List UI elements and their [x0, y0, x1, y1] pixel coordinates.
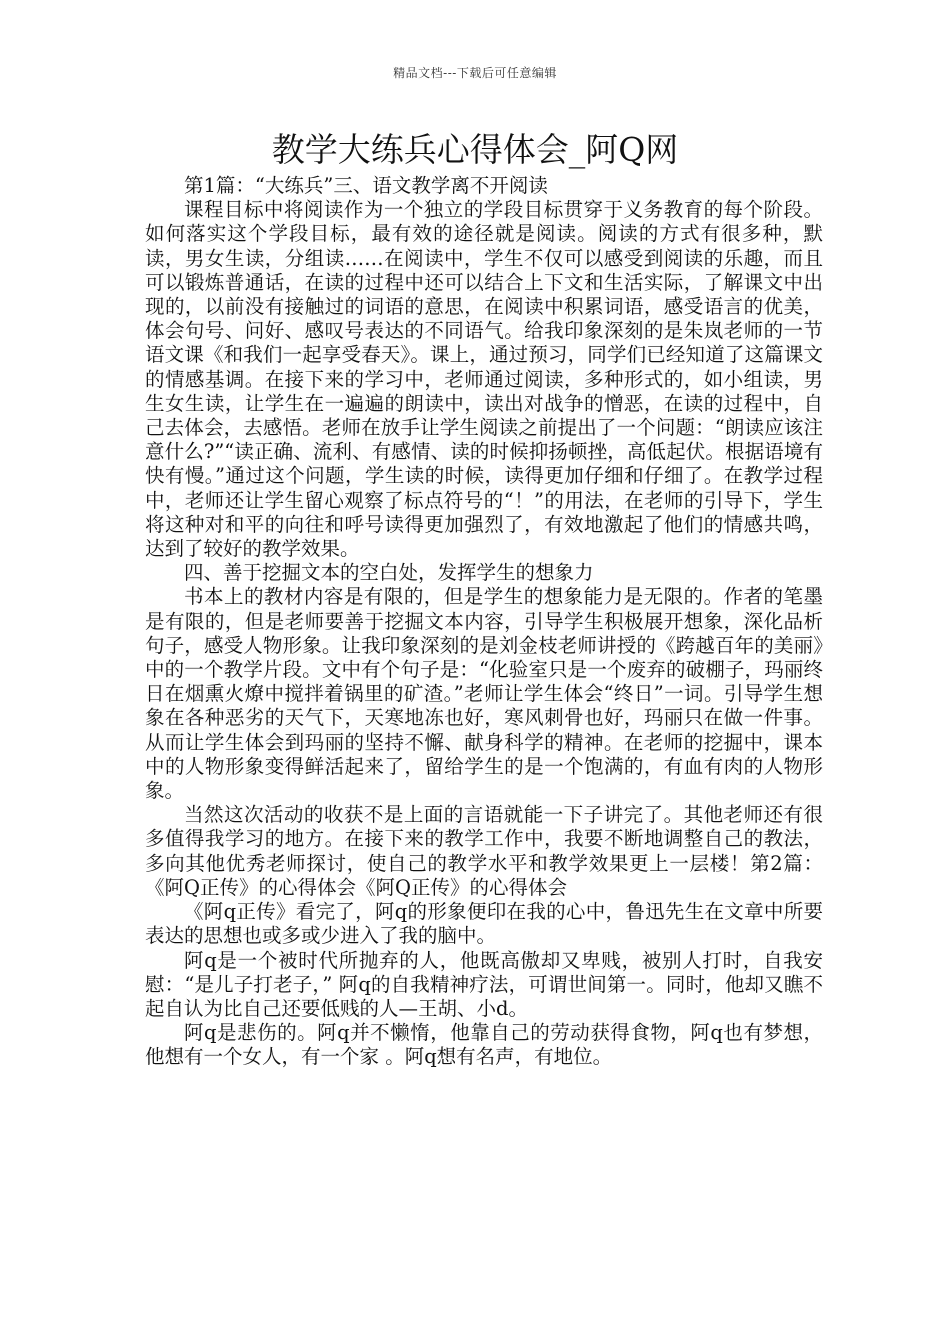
paragraph-2: 课程目标中将阅读作为一个独立的学段目标贯穿于义务教育的每个阶段。如何落实这个学段目标，最有效的途径就是阅读。阅读的方式有很多种，默读，男女生读，分组读……在阅读中，学生不仅可以感受到阅读的乐趣，而且可以锻炼普通话，在读的过程中还可以结合上下文和生活实际，了解课文中出现的，以前没有接触过的词语的意思，在阅读中积累词语，感受语言的优美，体会句号、问好、感叹号表达的不同语气。给我印象深刻的是朱岚老师的一节语文课《和我们一起享受春天》。课上，通过预习，同学们已经知道了这篇课文的情感基调。在接下来的学习中，老师通过阅读，多种形式的，如小组读，男生女生读，让学生在一遍遍的朗读中，读出对战争的憎恶，在读的过程中，自己去体会，去感悟。老师在放手让学生阅读之前提出了一个问题：“朗读应该注意什么?”“读正确、流利、有感情、读的时候抑扬顿挫，高低起伏。根据语境有快有慢。”通过这个问题，学生读的时候，读得更加仔细和仔细了。在教学过程中，老师还让学生留心观察了标点符号的“！”的用法，在老师的引导下，学生将这种对和平的向往和呼号读得更加强烈了，有效地激起了他们的情感共鸣，达到了较好的教学效果。 [145, 198, 823, 561]
paragraph-1: 第1篇：“大练兵”三、语文教学离不开阅读 [184, 174, 548, 197]
document-title: 教学大练兵心得体会_阿Q网 [271, 130, 679, 169]
paragraph-7: 阿q是一个被时代所抛弃的人，他既高傲却又卑贱，被别人打时，自我安慰：“是儿子打老子，” 阿q的自我精神疗法，可谓世间第一。同时，他却又瞧不起自认为比自己还要低贱的人—王胡、小d。 [145, 948, 823, 1020]
paragraph-8: 阿q是悲伤的。阿q并不懒惰，他靠自己的劳动获得食物，阿q也有梦想，他想有一个女人，有一个家 。阿q想有名声，有地位。 [145, 1021, 823, 1069]
paragraph-3: 四、善于挖掘文本的空白处，发挥学生的想象力 [184, 561, 594, 585]
header-note: 精品文档---下载后可任意编辑 [393, 66, 557, 80]
document-body [145, 174, 823, 1070]
paragraph-6: 《阿q正传》看完了，阿q的形象便印在我的心中，鲁迅先生在文章中所要表达的思想也或多或少进入了我的脑中。 [145, 900, 823, 948]
paragraph-4: 书本上的教材内容是有限的，但是学生的想象能力是无限的。作者的笔墨是有限的，但是老师要善于挖掘文本内容，引导学生积极展开想象，深化品析句子，感受人物形象。让我印象深刻的是刘金枝老师讲授的《跨越百年的美丽》中的一个教学片段。文中有个句子是：“化验室只是一个废弃的破棚子，玛丽终日在烟熏火燎中搅拌着锅里的矿渣。”老师让学生体会“终日”一词。引导学生想象在各种恶劣的天气下，天寒地冻也好，寒风刺骨也好，玛丽只在做一件事。从而让学生体会到玛丽的坚持不懈、献身科学的精神。在老师的挖掘中，课本中的人物形象变得鲜活起来了，留给学生的是一个饱满的，有血有肉的人物形象。 [145, 585, 823, 803]
paragraph-5: 当然这次活动的收获不是上面的言语就能一下子讲完了。其他老师还有很多值得我学习的地方。在接下来的教学工作中，我要不断地调整自己的教法，多向其他优秀老师探讨，使自己的教学水平和教学效果更上一层楼！第2篇：《阿Q正传》的心得体会《阿Q正传》的心得体会 [145, 803, 823, 899]
